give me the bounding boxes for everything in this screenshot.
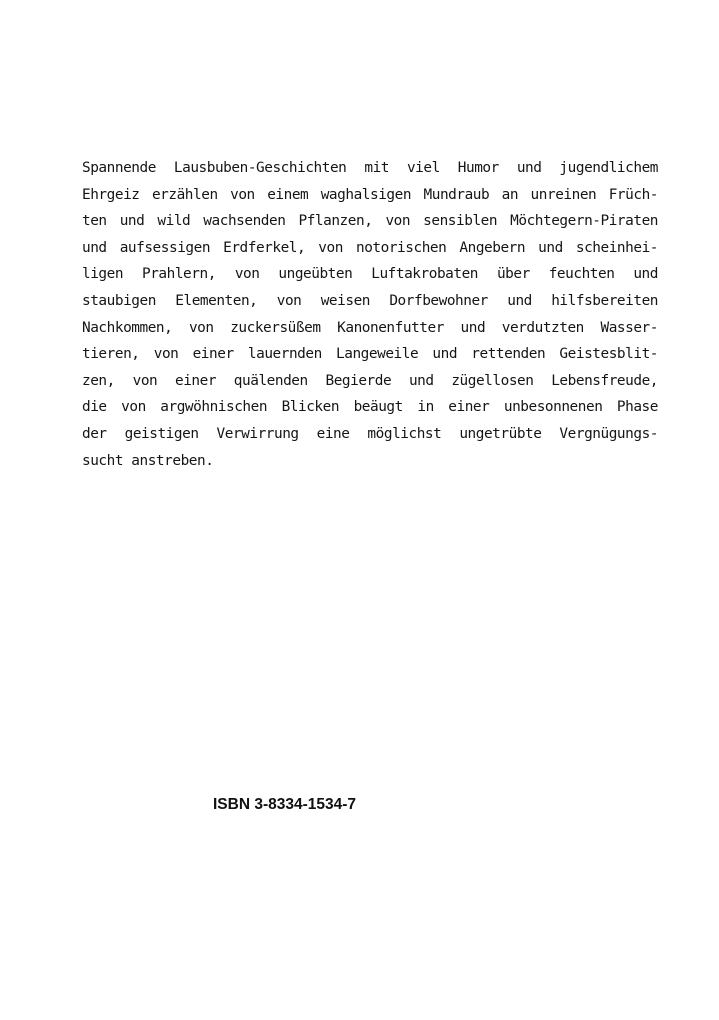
- blurb-paragraph: [82, 155, 658, 474]
- blurb-line: ten und wild wachsenden Pflanzen, von sensiblen Möchtegern-Piraten: [82, 213, 658, 230]
- blurb-line: Nachkommen, von zuckersüßem Kanonenfutter und verdutzten Wasser-: [82, 319, 658, 336]
- blurb-line: Ehrgeiz erzählen von einem waghalsigen Mundraub an unreinen Früch-: [82, 186, 658, 203]
- blurb-line: der geistigen Verwirrung eine möglichst ungetrübte Vergnügungs-: [82, 425, 658, 442]
- blurb-line: sucht anstreben.: [82, 452, 214, 469]
- blurb-line: staubigen Elementen, von weisen Dorfbewohner und hilfsbereiten: [82, 292, 658, 309]
- isbn-label: ISBN 3-8334-1534-7: [213, 796, 357, 813]
- blurb-line: ligen Prahlern, von ungeübten Luftakrobaten über feuchten und: [82, 266, 658, 283]
- blurb-line: tieren, von einer lauernden Langeweile und rettenden Geistesblit-: [82, 346, 658, 363]
- blurb-line: die von argwöhnischen Blicken beäugt in einer unbesonnenen Phase: [82, 399, 658, 416]
- blurb-line: Spannende Lausbuben-Geschichten mit viel Humor und jugendlichem: [82, 160, 658, 176]
- blurb-line: zen, von einer quälenden Begierde und zügellosen Lebensfreude,: [82, 372, 658, 389]
- blurb-line: und aufsessigen Erdferkel, von notorischen Angebern und scheinhei-: [82, 239, 658, 256]
